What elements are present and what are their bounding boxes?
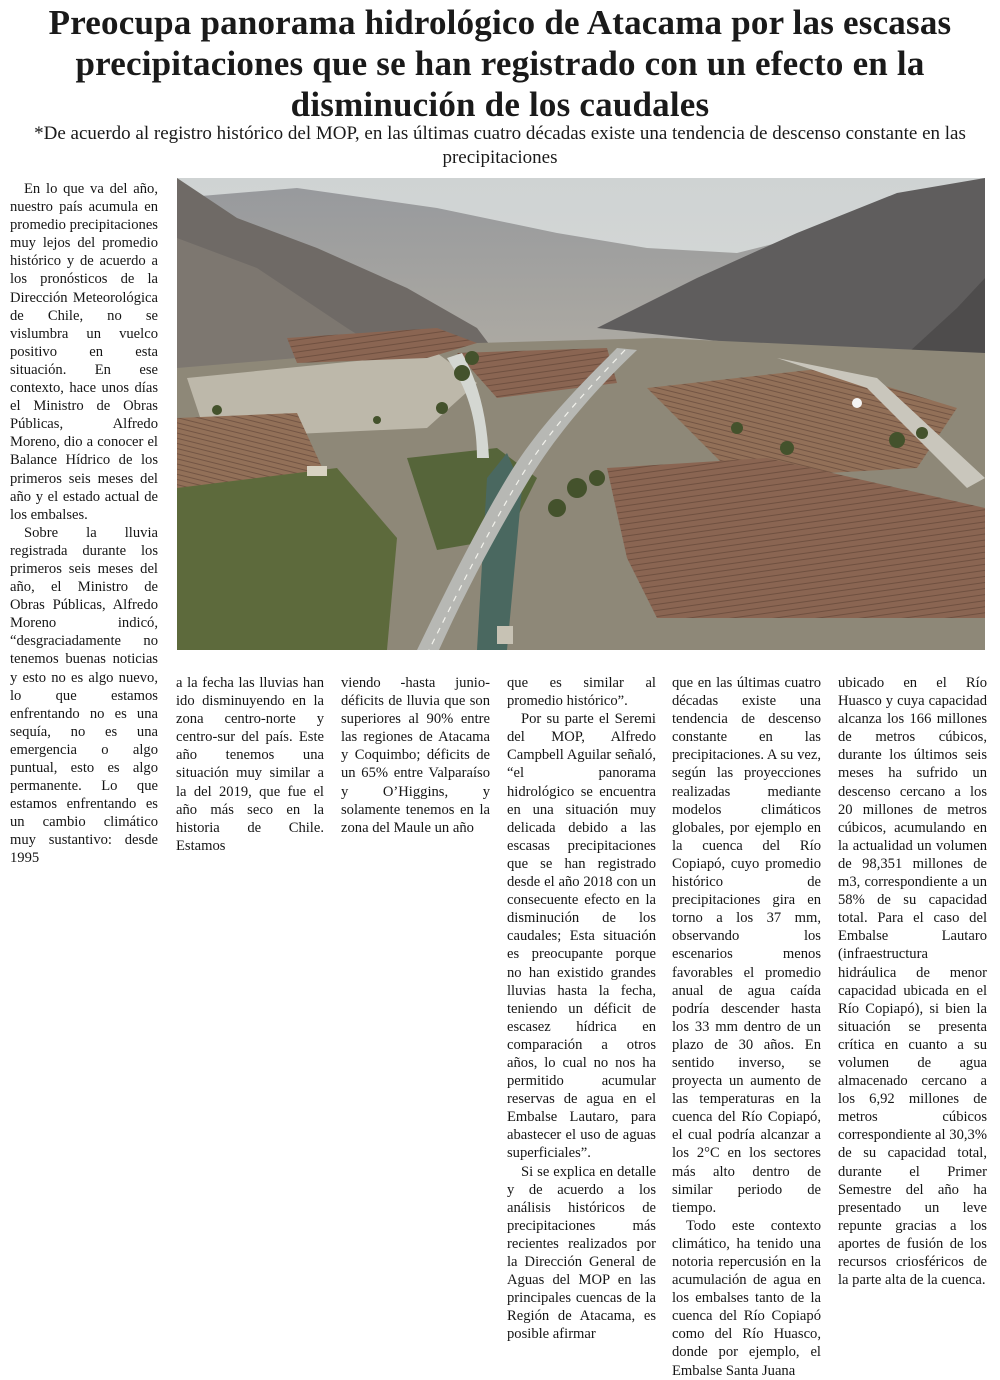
paragraph: Todo este contexto climático, ha tenido una notoria repercusión en la acumulación de agua en los embalses tanto de la cuenca del Río Copiapó como del Río Huasco, donde por ejemplo, el Embalse Santa Juana bbox=[672, 1217, 821, 1379]
article-column-4 bbox=[507, 674, 656, 1343]
paragraph: que en las últimas cuatro décadas existe una tendencia de descenso constante en las precipitaciones. A su vez, según las proyecciones realizadas mediante modelos climáticos globales, por ejemplo en la cuenca del Río Copiapó, cuyo promedio histórico de precipitaciones gira en torno a los 37 mm, observando los escenarios menos favorables el promedio anual de agua caída podría descender hasta los 33 mm dentro de un plazo de 30 años. En sentido inverso, se proyecta un aumento de las temperaturas en la cuenca del Río Copiapó, el cual podría alcanzar a los 2°C en los sectores más alto dentro de similar periodo de tiempo. bbox=[672, 675, 821, 1216]
aerial-valley-photo bbox=[177, 178, 985, 650]
article-column-3 bbox=[341, 674, 490, 837]
article-column-6 bbox=[838, 674, 987, 1289]
aerial-valley-illustration bbox=[177, 178, 985, 650]
paragraph: En lo que va del año, nuestro país acumula en promedio precipitaciones muy lejos del promedio histórico y de acuerdo a los pronósticos de la Dirección Meteorológica de Chile, no se vislumbra un vuelco positivo en esta situación. En ese contexto, hace unos días el Ministro de Obras Públicas, Alfredo Moreno, dio a conocer el Balance Hídrico de los primeros seis meses del año y el estado actual de los embalses. bbox=[10, 181, 158, 523]
subheadline: *De acuerdo al registro histórico del MOP, en las últimas cuatro décadas existe una tendencia de descenso constante en las precipitaciones bbox=[34, 123, 966, 168]
headline: Preocupa panorama hidrológico de Atacama por las escasas precipitaciones que se han registrado con un efecto en la disminución de los caudales bbox=[48, 3, 952, 124]
article-column-5 bbox=[672, 674, 821, 1380]
article-column-1 bbox=[10, 180, 158, 868]
paragraph: Si se explica en detalle y de acuerdo a los análisis históricos de precipitaciones más recientes realizados por la Dirección General de Aguas del MOP en las principales cuencas de la Región de Atacama, es posible afirmar bbox=[507, 1163, 656, 1343]
paragraph: viendo -hasta junio- déficits de lluvia que son superiores al 90% entre las regiones de Atacama y Coquimbo; déficits de un 65% entre Valparaíso y O’Higgins, y solamente tenemos en la zona del Maule un año bbox=[341, 675, 490, 836]
paragraph: que es similar al promedio histórico”. bbox=[507, 675, 656, 710]
paragraph: a la fecha las lluvias han ido disminuyendo en la zona centro-norte y centro-sur del país. Este año tenemos una situación muy similar a la del 2019, que fue el año más seco en la historia de Chile. Estamos bbox=[176, 675, 324, 854]
antenna-dish bbox=[852, 398, 862, 408]
article-column-2 bbox=[176, 674, 324, 855]
paragraph: Por su parte el Seremi del MOP, Alfredo Campbell Aguilar señaló, “el panorama hidrológico se encuentra en una situación muy delicada debido a las escasas precipitaciones que se han registrado desde el año 2018 con un consecuente efecto en la disminución de los caudales; Esta situación es preocupante porque no han existido grandes lluvias hasta la fecha, teniendo un déficit de escasez hídrica en comparación a otros años, lo cual no nos ha permitido acumular reservas de agua en el Embalse Lautaro, para abastecer el uso de aguas superficiales”. bbox=[507, 711, 656, 1162]
paragraph: Sobre la lluvia registrada durante los primeros seis meses del año, el Ministro de Obras Públicas, Alfredo Moreno indicó, “desgraciadamente no tenemos buenas noticias y esto no es algo nuevo, lo que estamos enfrentando no es una sequía, no es una emergencia o algo puntual, esto es algo permanente. Lo que estamos enfrentando es un cambio climático muy sustantivo: desde 1995 bbox=[10, 524, 158, 867]
paragraph: ubicado en el Río Huasco y cuya capacidad alcanza los 166 millones de metros cúbicos, durante los últimos seis meses ha sufrido un descenso cercano a los 20 millones de metros cúbicos, acumulando en la actualidad un volumen de 98,351 millones de m3, correspondiente a un 58% de su capacidad total. Para el caso del Embalse Lautaro (infraestructura hidráulica de menor capacidad ubicada en el Río Copiapó), si bien la situación se presenta crítica en cuanto a su volumen de agua almacenado cercano a los 6,92 millones de metros cúbicos correspondiente al 30,3% de su capacidad total, durante el Primer Semestre del año ha presentado un leve repunte gracias a los aportes de fusión de los recursos criosféricos de la parte alta de la cuenca. bbox=[838, 675, 987, 1289]
